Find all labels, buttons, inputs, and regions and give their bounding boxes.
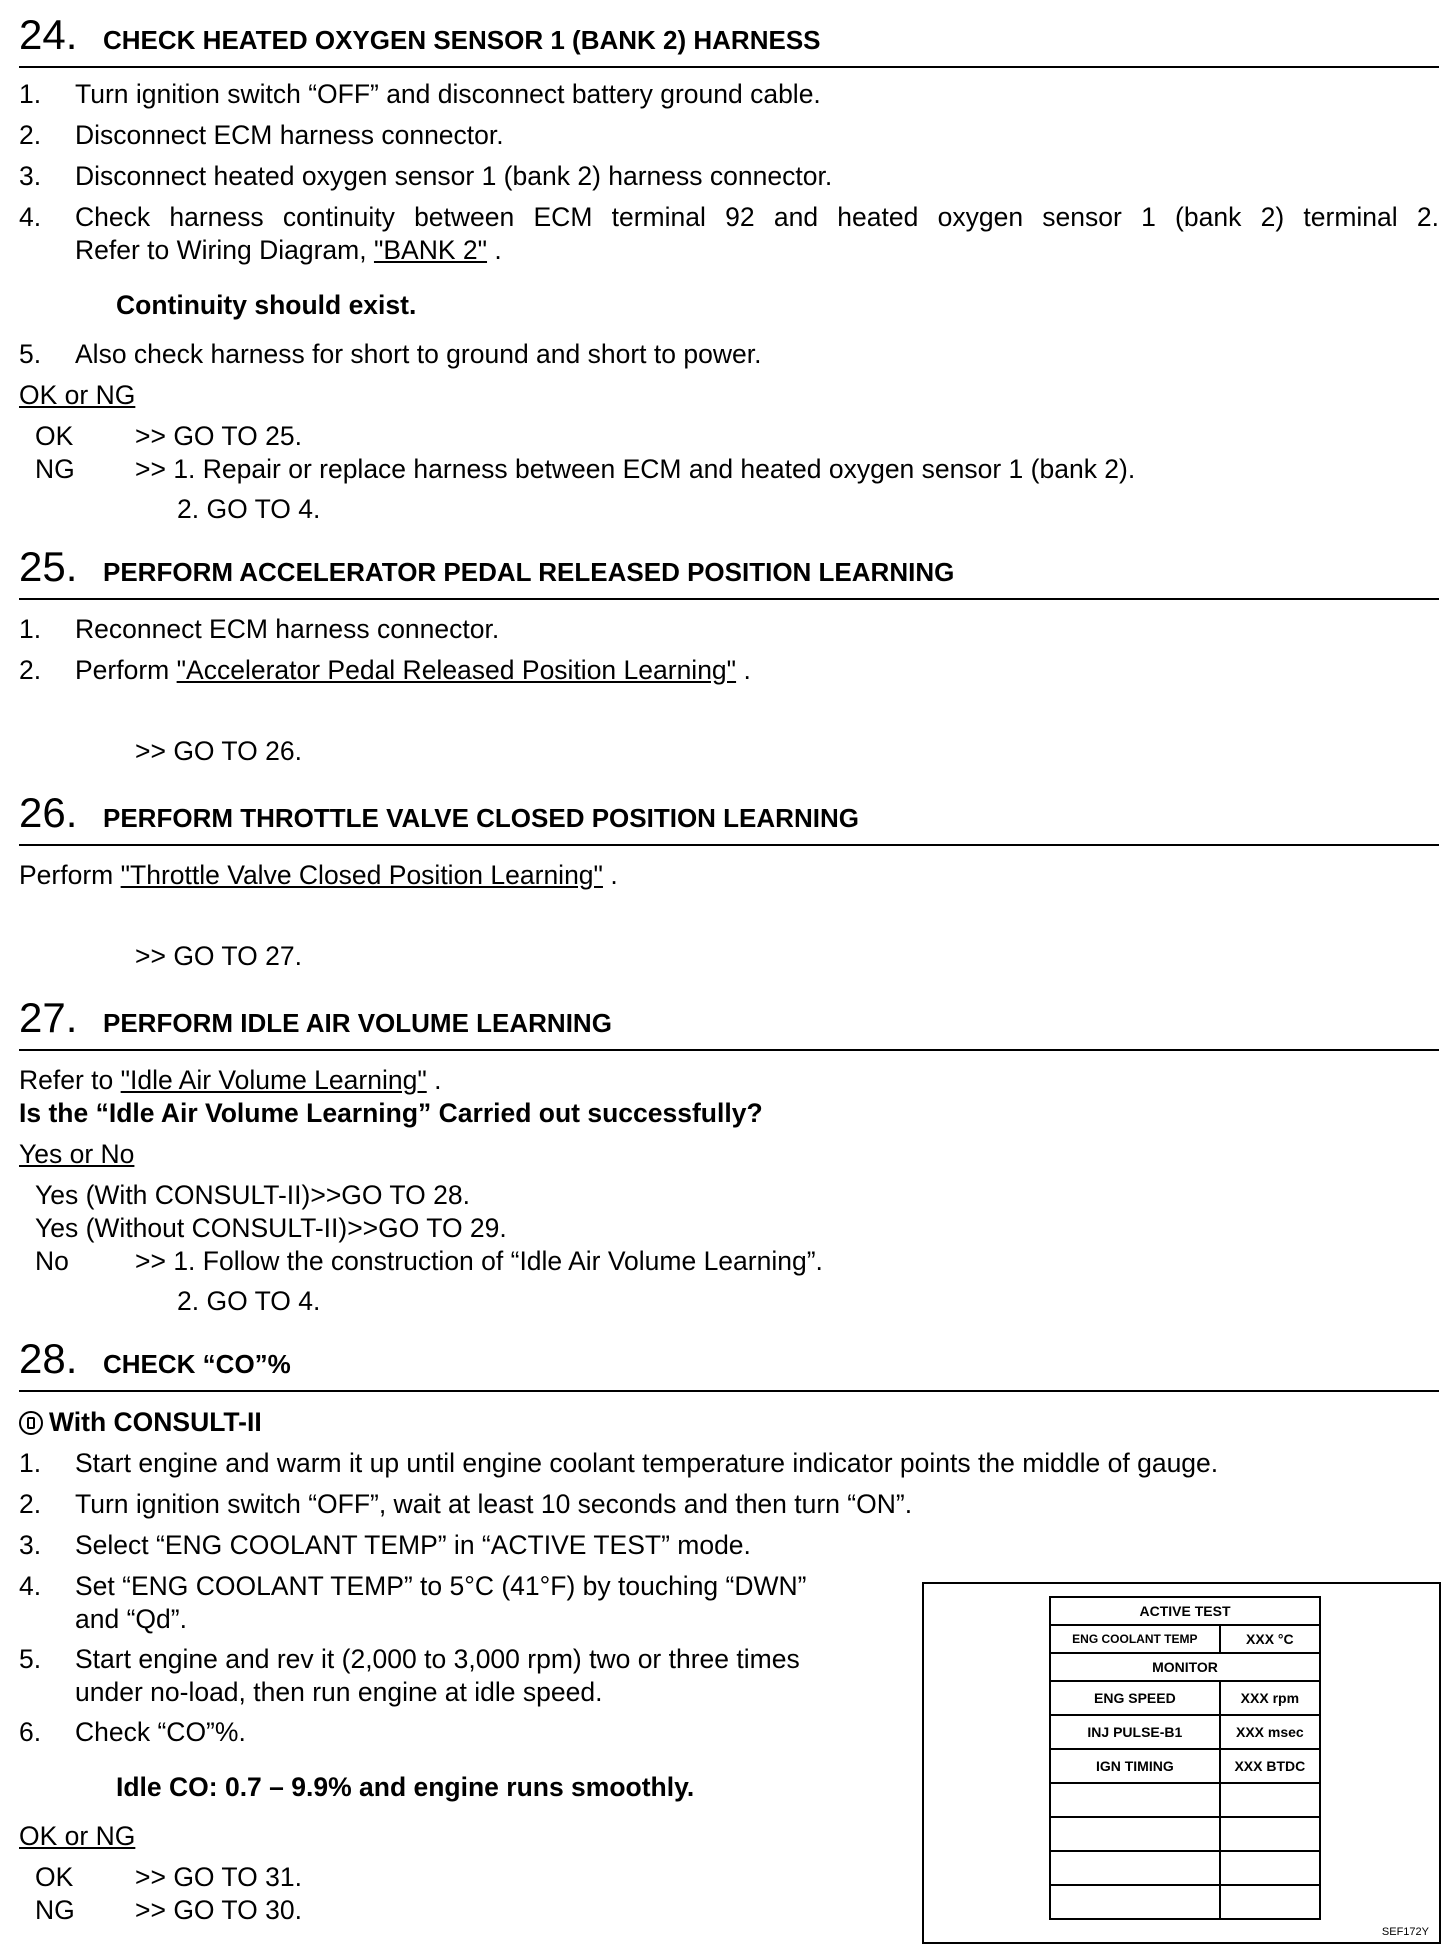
monitor-header: MONITOR <box>1050 1653 1320 1681</box>
section-number: 25. <box>19 543 78 590</box>
no-text: >> 1. Follow the construction of “Idle Air Volume Learning”. <box>135 1246 823 1276</box>
eng-coolant-label: ENG COOLANT TEMP <box>1050 1625 1220 1653</box>
body-line: Refer to "Idle Air Volume Learning" . <box>19 1065 442 1095</box>
active-test-figure <box>922 1582 1441 1944</box>
table-row-label: IGN TIMING <box>1050 1749 1220 1783</box>
table-row-label: ENG SPEED <box>1050 1681 1220 1715</box>
section-number: 26. <box>19 789 78 836</box>
ng-text: >> 1. Repair or replace harness between ECM and heated oxygen sensor 1 (bank 2). <box>135 454 1136 484</box>
with-consult: With CONSULT-II <box>19 1406 262 1438</box>
active-test-table <box>1049 1596 1321 1920</box>
note: Continuity should exist. <box>116 290 417 320</box>
table-row-value: XXX rpm <box>1220 1681 1320 1715</box>
bank2-link[interactable]: "BANK 2" <box>373 235 488 265</box>
section-28-header <box>19 1330 1439 1392</box>
section-25-header <box>19 538 1439 600</box>
section-title: PERFORM ACCELERATOR PEDAL RELEASED POSITION LEARNING <box>103 557 955 587</box>
section-number: 27. <box>19 994 78 1041</box>
section-number: 28. <box>19 1335 78 1382</box>
ok-text: >> GO TO 31. <box>135 1862 302 1892</box>
table-row-value: XXX msec <box>1220 1715 1320 1749</box>
active-test-header: ACTIVE TEST <box>1050 1597 1320 1625</box>
ng-label: NG <box>35 1895 75 1925</box>
consult-icon <box>19 1411 43 1435</box>
section-title: PERFORM THROTTLE VALVE CLOSED POSITION LEARNING <box>103 803 859 833</box>
section-title: PERFORM IDLE AIR VOLUME LEARNING <box>103 1008 612 1038</box>
empty-cell <box>1050 1885 1220 1919</box>
goto-text: >> GO TO 27. <box>135 941 302 971</box>
goto-text: >> GO TO 26. <box>135 736 302 766</box>
result-label: OK or NG <box>19 1821 136 1851</box>
ok-label: OK <box>35 1862 74 1892</box>
empty-cell <box>1220 1851 1320 1885</box>
table-row-value: XXX BTDC <box>1220 1749 1320 1783</box>
empty-cell <box>1050 1783 1220 1817</box>
section-title: CHECK “CO”% <box>103 1349 291 1379</box>
ng-text-2: 2. GO TO 4. <box>177 494 321 524</box>
no-text-2: 2. GO TO 4. <box>177 1286 321 1316</box>
body-line: Perform "Throttle Valve Closed Position Learning" . <box>19 860 618 890</box>
ok-label: OK <box>35 421 74 451</box>
empty-cell <box>1220 1885 1320 1919</box>
ok-text: >> GO TO 25. <box>135 421 302 451</box>
eng-coolant-value: XXX °C <box>1220 1625 1320 1653</box>
ng-text: >> GO TO 30. <box>135 1895 302 1925</box>
accelerator-learning-link[interactable]: "Accelerator Pedal Released Position Learning" <box>176 655 737 685</box>
yes-text: Yes (With CONSULT-II)>>GO TO 28. <box>35 1180 470 1210</box>
yes-text: Yes (Without CONSULT-II)>>GO TO 29. <box>35 1213 507 1243</box>
table-row-label: INJ PULSE-B1 <box>1050 1715 1220 1749</box>
empty-cell <box>1050 1817 1220 1851</box>
figure-id: SEF172Y <box>1381 1926 1429 1938</box>
section-number: 24. <box>19 11 78 58</box>
idle-air-learning-link[interactable]: "Idle Air Volume Learning" <box>120 1065 427 1095</box>
empty-cell <box>1220 1817 1320 1851</box>
section-26-header <box>19 784 1439 846</box>
section-27-header <box>19 989 1439 1051</box>
ng-label: NG <box>35 454 75 484</box>
section-24-header <box>19 6 1439 68</box>
result-label: OK or NG <box>19 380 136 410</box>
note: Idle CO: 0.7 – 9.9% and engine runs smoothly. <box>116 1772 695 1802</box>
question: Is the “Idle Air Volume Learning” Carried out successfully? <box>19 1098 763 1128</box>
result-label: Yes or No <box>19 1139 135 1169</box>
section-title: CHECK HEATED OXYGEN SENSOR 1 (BANK 2) HARNESS <box>103 25 821 55</box>
empty-cell <box>1220 1783 1320 1817</box>
empty-cell <box>1050 1851 1220 1885</box>
throttle-learning-link[interactable]: "Throttle Valve Closed Position Learning" <box>120 860 603 890</box>
no-label: No <box>35 1246 69 1276</box>
